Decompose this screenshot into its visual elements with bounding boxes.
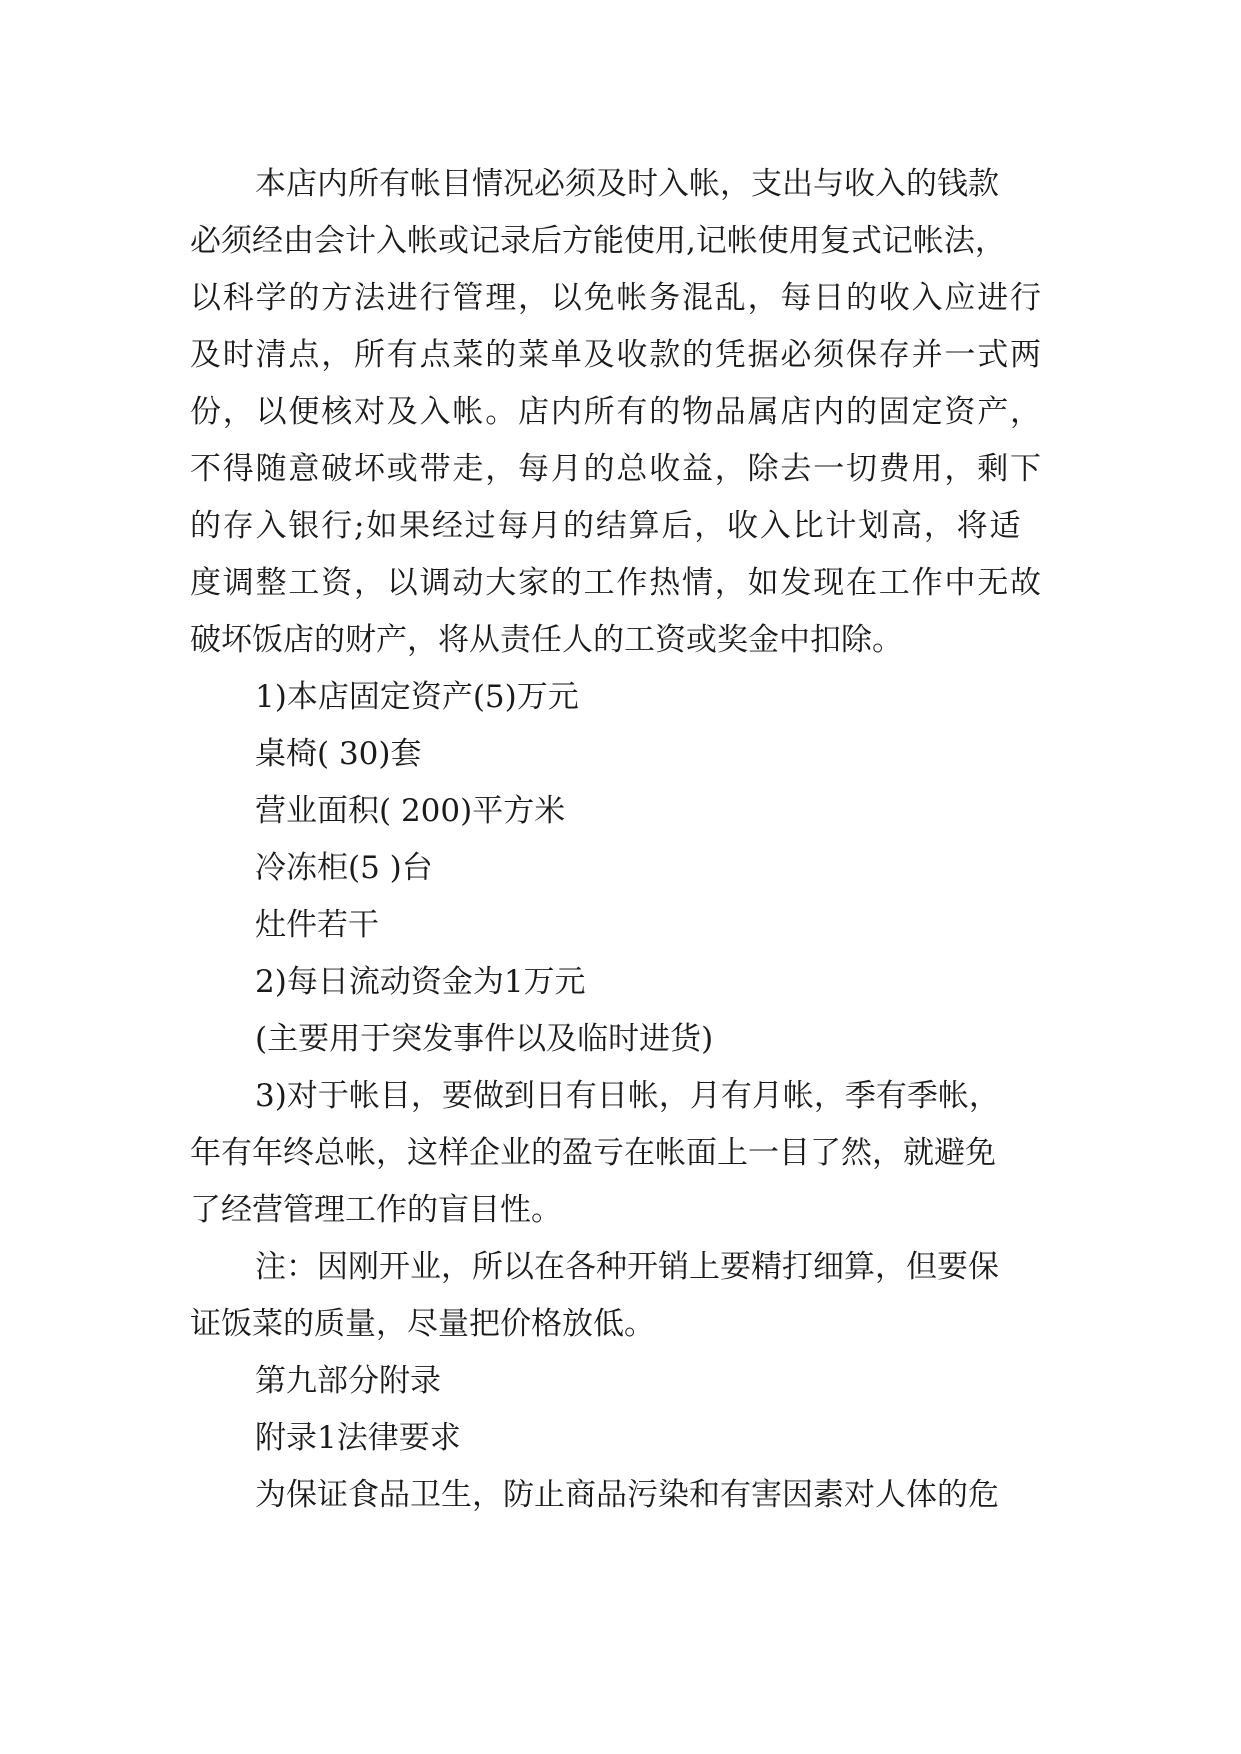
paragraph-line-9: 破坏饭店的财产，将从责任人的工资或奖金中扣除。 [190,622,903,658]
note-line-2: 证饭菜的质量，尽量把价格放低。 [190,1306,655,1342]
list-item-working-capital: 2)每日流动资金为1万元 [255,964,586,1000]
list-item-stoves: 灶件若干 [255,907,379,943]
list-item-capital-note: (主要用于突发事件以及临时进货) [255,1021,714,1057]
paragraph-line-1: 本店内所有帐目情况必须及时入帐，支出与收入的钱款 [255,166,999,202]
paragraph-line-5: 份，以便核对及入帐。店内所有的物品属店内的固定资产， [190,394,1043,430]
appendix-paragraph-line-1: 为保证食品卫生，防止商品污染和有害因素对人体的危 [255,1477,999,1513]
paragraph-line-2: 必须经由会计入帐或记录后方能使用,记帐使用复式记帐法， [190,223,1006,259]
paragraph-accounts-line-2: 年有年终总帐，这样企业的盈亏在帐面上一目了然，就避免 [190,1135,996,1171]
list-item-tables-chairs: 桌椅( 30)套 [255,736,422,772]
list-item-freezers: 冷冻柜(5 )台 [255,850,433,886]
paragraph-line-6: 不得随意破坏或带走，每月的总收益，除去一切费用，剩下 [190,451,1043,487]
paragraph-line-4: 及时清点，所有点菜的菜单及收款的凭据必须保存并一式两 [190,337,1043,373]
paragraph-accounts-line-3: 了经营管理工作的盲目性。 [190,1192,562,1228]
list-item-floor-area: 营业面积( 200)平方米 [255,793,566,829]
note-line-1: 注：因刚开业，所以在各种开销上要精打细算，但要保 [255,1249,999,1285]
paragraph-line-7: 的存入银行;如果经过每月的结算后，收入比计划高，将适 [190,508,1023,544]
appendix-heading: 附录1法律要求 [255,1420,461,1456]
paragraph-line-3: 以科学的方法进行管理，以免帐务混乱，每日的收入应进行 [190,280,1043,316]
section-heading: 第九部分附录 [255,1363,441,1399]
paragraph-accounts-line-1: 3)对于帐目，要做到日有日帐，月有月帐，季有季帐， [255,1078,1000,1114]
list-item-fixed-assets: 1)本店固定资产(5)万元 [255,679,579,715]
paragraph-line-8: 度调整工资，以调动大家的工作热情，如发现在工作中无故 [190,565,1043,601]
